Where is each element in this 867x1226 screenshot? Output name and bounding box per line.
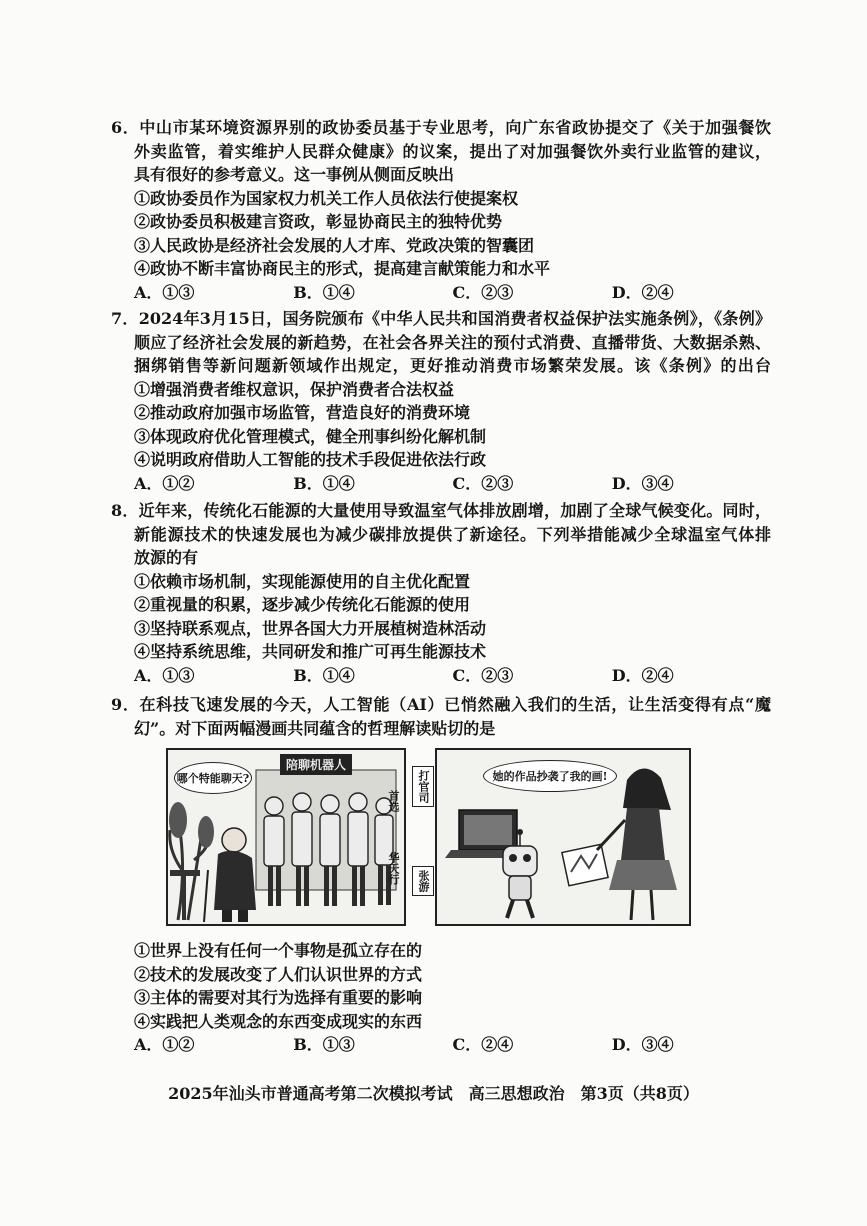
q9-stem-line: 幻”。对下面两幅漫画共同蕴含的哲理解读贴切的是 (134, 718, 496, 738)
q6-option-b[interactable]: B．①④ (293, 282, 355, 302)
q6-stem-line: 外卖监管，着实维护人民群众健康》的议案，提出了对加强餐饮外卖行业监管的建议， (134, 141, 771, 161)
q8-option-d[interactable]: D．②④ (611, 665, 674, 685)
cartoon-ai-speech-bubble: 她的作品抄袭了我的画! (483, 760, 617, 792)
page-footer: 2025年汕头市普通高考第二次模拟考试 高三思想政治 第3页（共8页） (168, 1084, 699, 1103)
cartoon-chatbot (166, 748, 406, 926)
q6-statement-4: ④政协不断丰富协商民主的形式，提高建言献策能力和水平 (134, 259, 551, 278)
q7-option-c[interactable]: C．②③ (452, 473, 514, 493)
q7-stem-line: 7．2024年3月15日，国务院颁布《中华人民共和国消费者权益保护法实施条例》，《条例》 (111, 309, 771, 328)
q7-option-d[interactable]: D．③④ (611, 473, 674, 493)
q8-statement-2: ②重视量的积累，逐步减少传统化石能源的使用 (134, 595, 471, 614)
q9-option-c[interactable]: C．②④ (452, 1035, 514, 1054)
q8-stem-line: 放源的有 (134, 548, 199, 567)
q6-stem-line: 具有很好的参考意义。这一事例从侧面反映出 (134, 165, 455, 184)
question-8 (111, 499, 771, 687)
q7-stem-line: 顺应了经济社会发展的新趋势，在社会各界关注的预付式消费、直播带货、大数据杀熟、 (134, 332, 771, 352)
q9-statement-1: ①世界上没有任何一个事物是孤立存在的 (134, 941, 423, 960)
cartoon-label-top: 首选 (387, 790, 400, 812)
q8-options (111, 664, 771, 688)
cartoon-chatbot-sign: 陪聊机器人 (280, 754, 352, 775)
q6-options (111, 281, 771, 305)
q9-option-b[interactable]: B．①③ (293, 1035, 355, 1054)
q7-statement-3: ③体现政府优化管理模式，健全刑事纠纷化解机制 (134, 426, 487, 446)
question-9 (111, 693, 771, 740)
q6-option-d[interactable]: D．②④ (611, 282, 674, 302)
q6-statement-2: ②政协委员积极建言资政，彰显协商民主的独特优势 (134, 212, 503, 231)
q7-statement-4: ④说明政府借助人工智能的技术手段促进依法行政 (134, 450, 487, 469)
q9-statement-4: ④实践把人类观念的东西变成现实的东西 (134, 1011, 423, 1031)
q7-options (111, 472, 771, 496)
cartoon-tag-lawsuit: 打官司 (412, 766, 434, 807)
q8-option-c[interactable]: C．②③ (452, 665, 514, 685)
question-7 (111, 307, 771, 495)
q9-options (111, 1033, 771, 1057)
q7-statement-1: ①增强消费者维权意识，保护消费者合法权益 (134, 379, 455, 399)
cartoon-label-bottom: 华天行 (387, 852, 400, 885)
q9-option-d[interactable]: D．③④ (611, 1035, 674, 1054)
q7-option-a[interactable]: A．①② (134, 473, 195, 493)
q8-option-a[interactable]: A．①③ (134, 665, 195, 685)
q8-statement-3: ③坚持联系观点，世界各国大力开展植树造林活动 (134, 618, 487, 638)
cartoon-tag-name: 张游 (412, 866, 434, 896)
q6-statement-3: ③人民政协是经济社会发展的人才库、党政决策的智囊团 (134, 235, 535, 255)
q7-option-b[interactable]: B．①④ (293, 473, 355, 493)
q7-stem-line: 捆绑销售等新问题新领域作出规定，更好推动消费市场繁荣发展。该《条例》的出台 (134, 356, 771, 375)
question-6 (111, 116, 771, 304)
q8-stem-line: 8．近年来，传统化石能源的大量使用导致温室气体排放剧增，加剧了全球气候变化。同时， (111, 501, 771, 520)
q8-statement-1: ①依赖市场机制，实现能源使用的自主优化配置 (134, 571, 471, 591)
q6-option-c[interactable]: C．②③ (452, 282, 514, 302)
q7-statement-2: ②推动政府加强市场监管，营造良好的消费环境 (134, 403, 471, 422)
q9-statement-2: ②技术的发展改变了人们认识世界的方式 (134, 964, 423, 984)
q6-statement-1: ①政协委员作为国家权力机关工作人员依法行使提案权 (134, 188, 519, 208)
question-9-choices (111, 939, 771, 1057)
q6-stem-line: 6．中山市某环境资源界别的政协委员基于专业思考，向广东省政协提交了《关于加强餐饮 (111, 118, 771, 137)
q8-stem-line: 新能源技术的快速发展也为减少碳排放提供了新途径。下列举措能减少全球温室气体排 (134, 524, 771, 544)
q8-option-b[interactable]: B．①④ (293, 665, 355, 685)
q9-statement-3: ③主体的需要对其行为选择有重要的影响 (134, 988, 423, 1007)
q9-option-a[interactable]: A．①② (134, 1035, 195, 1054)
cartoon-chatbot-speech-bubble: 哪个特能聊天? (174, 762, 252, 794)
q9-stem-line: 9．在科技飞速发展的今天，人工智能（AI）已悄然融入我们的生活，让生活变得有点“魔 (111, 695, 771, 714)
q8-statement-4: ④坚持系统思维，共同研发和推广可再生能源技术 (134, 642, 487, 661)
cartoon-ai-plagiarism (435, 748, 691, 926)
q6-option-a[interactable]: A．①③ (134, 282, 195, 302)
